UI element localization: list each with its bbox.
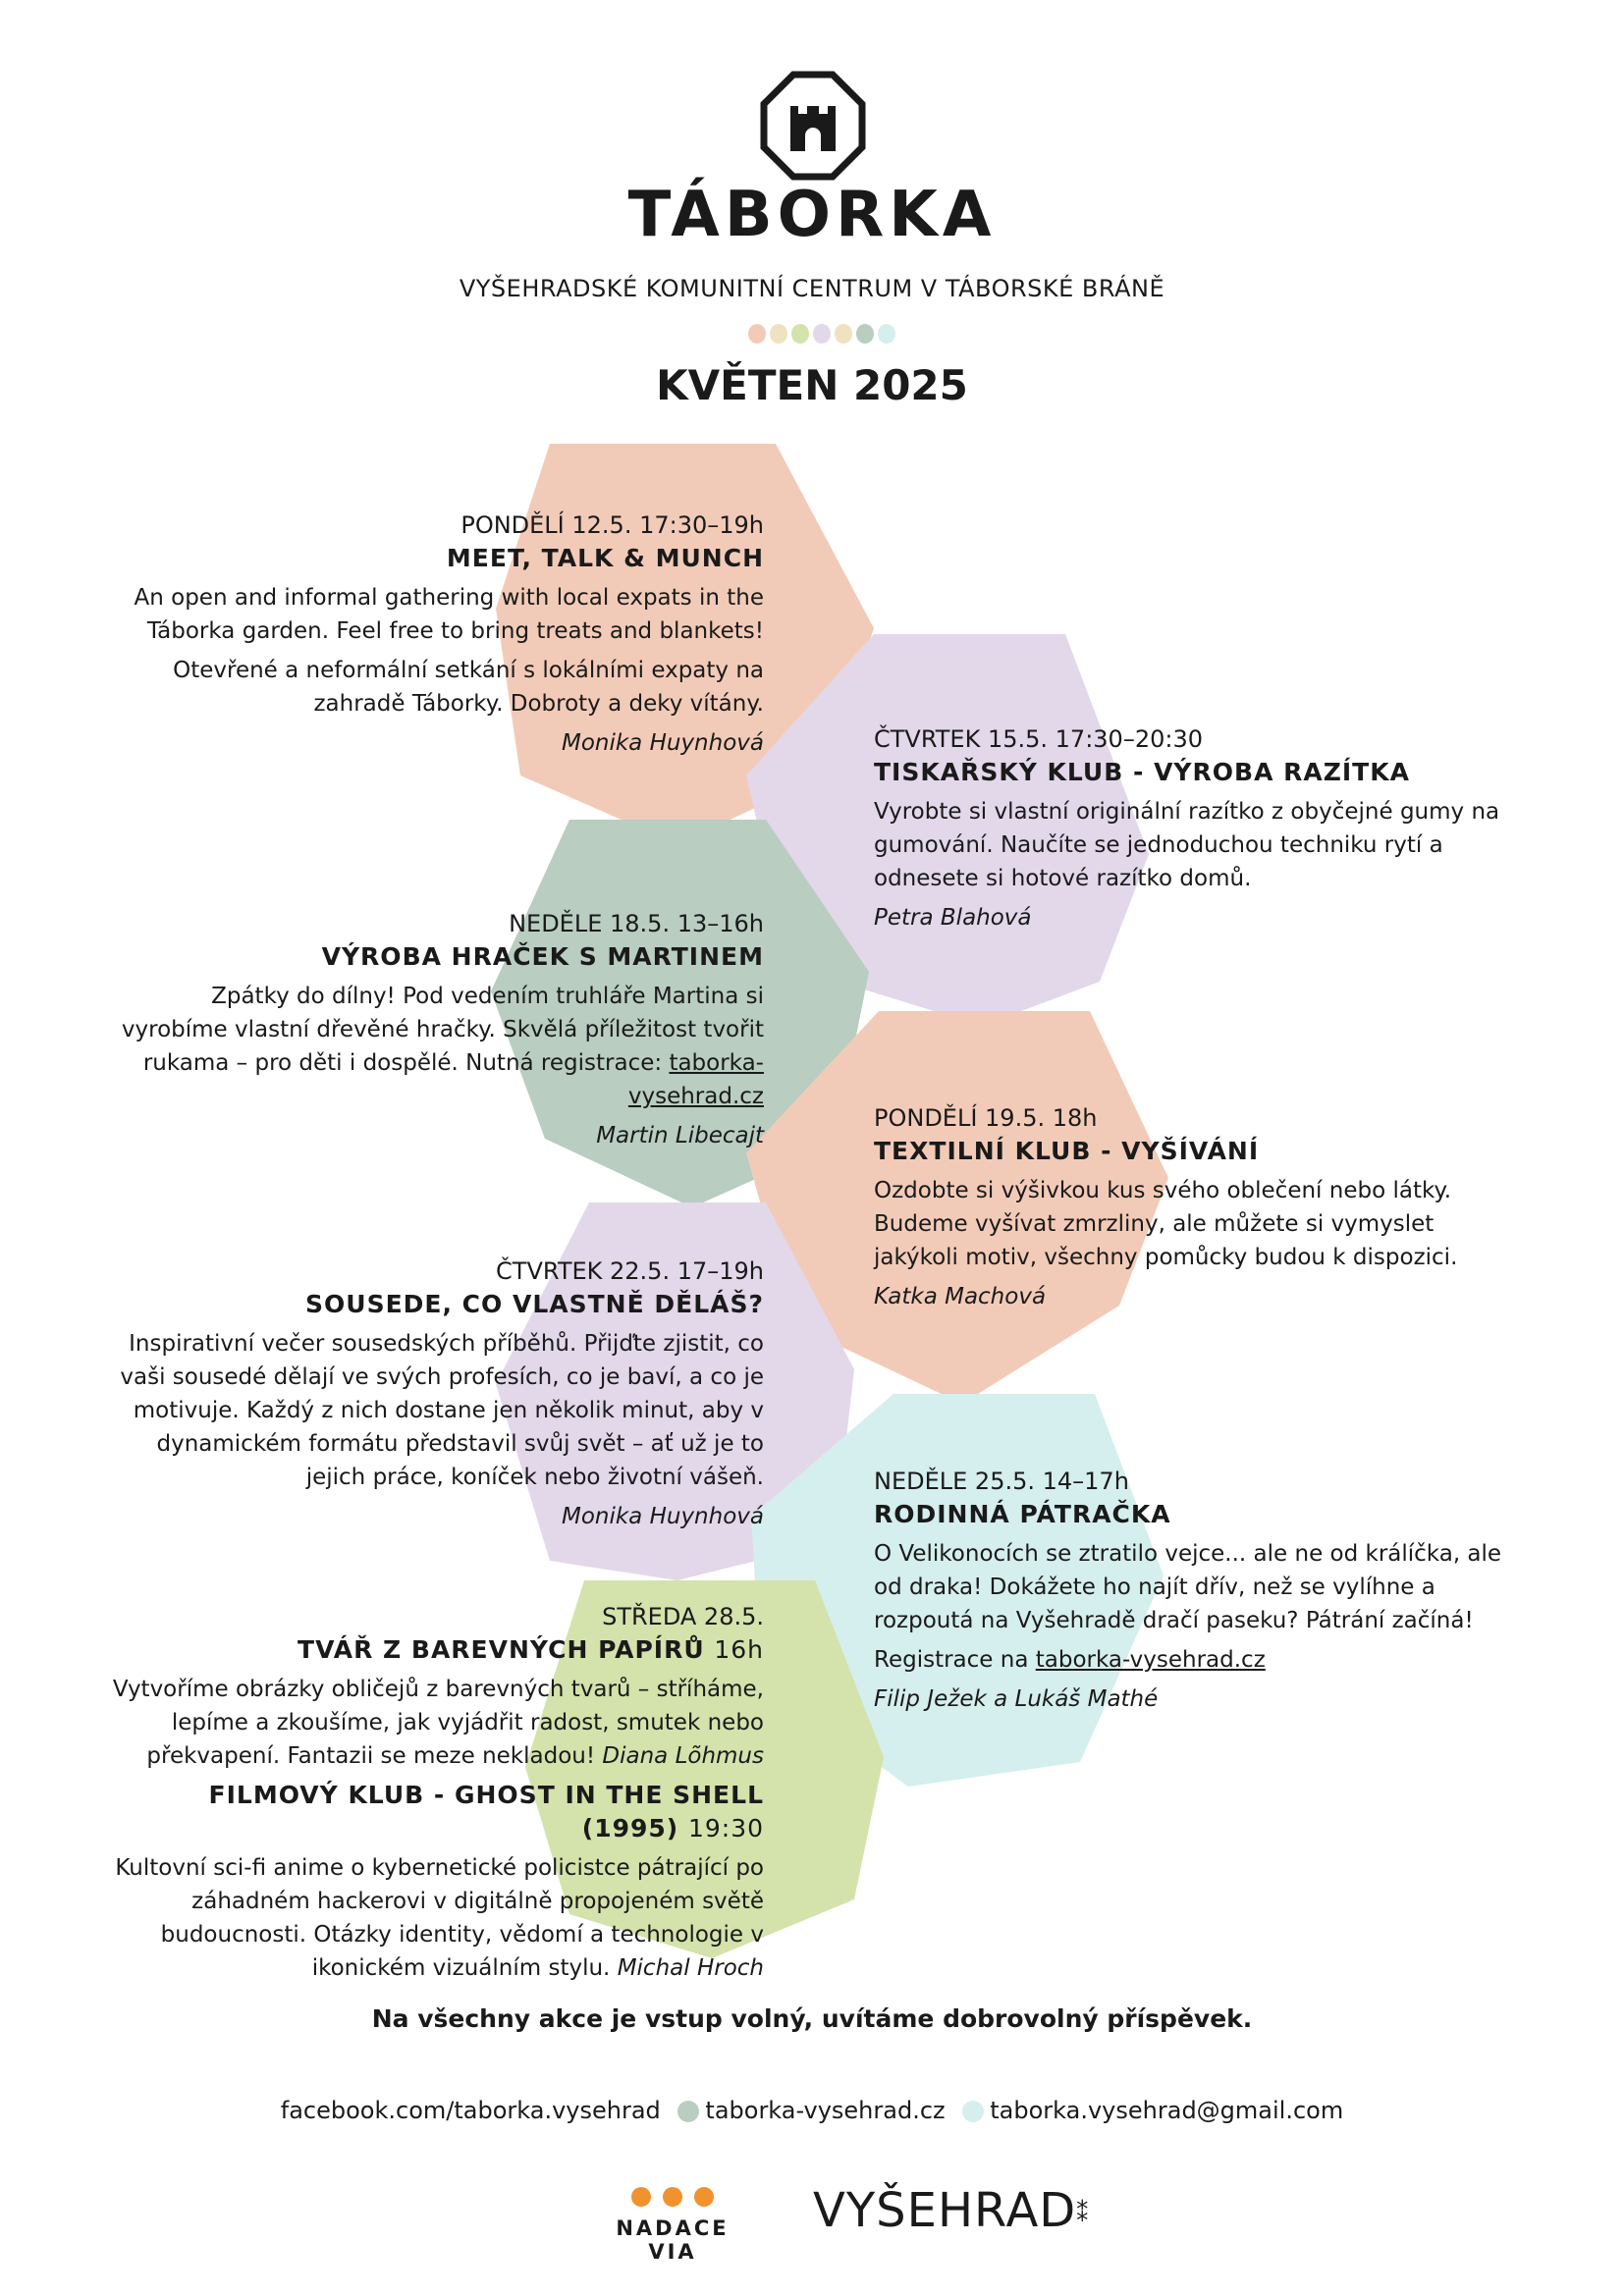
event-title xyxy=(108,1633,764,1667)
event-title: TEXTILNÍ KLUB - VYŠÍVÁNÍ xyxy=(874,1137,1260,1165)
web-link[interactable]: taborka-vysehrad.cz xyxy=(705,2097,946,2124)
event-streda-28 xyxy=(108,1600,764,1985)
event-time: 16h xyxy=(714,1635,764,1664)
event-rodinna-patracka xyxy=(874,1465,1502,1716)
event-textilni-klub xyxy=(874,1101,1522,1313)
event-author: Diana Lõhmus xyxy=(602,1743,764,1769)
event-description-text: Vytvoříme obrázky obličejů z barevných tvarů – stříháme, lepíme a zkoušíme, jak vyjádřit radost, smutek nebo překvapení. Fantazii se meze nekladou! xyxy=(112,1677,764,1769)
event-description: O Velikonocích se ztratilo vejce... ale ne od králíčka, ale od draka! Dokážete ho najít dřív, než se vylíhne a rozpoutá na Vyšehradě dračí paseku? Pátrání začíná! xyxy=(874,1541,1502,1633)
event-title: VÝROBA HRAČEK S MARTINEM xyxy=(321,942,764,971)
event-time: 19:30 xyxy=(687,1814,764,1842)
registration-prefix: Registrace na xyxy=(874,1647,1029,1673)
dot-sand xyxy=(770,324,787,344)
via-dots-icon xyxy=(589,2187,756,2207)
event-author: Martin Libecajt xyxy=(596,1123,764,1148)
mint-dot-icon xyxy=(962,2101,984,2122)
event-description xyxy=(118,980,764,1113)
event-sousede xyxy=(108,1255,764,1533)
taborka-logo-icon xyxy=(758,71,868,181)
event-description xyxy=(108,1673,764,1773)
sponsor-via-text: NADACE VIA xyxy=(616,2216,730,2264)
brand-title: TÁBORKA xyxy=(627,179,997,251)
event-author: Monika Huynhová xyxy=(561,730,764,756)
event-title: SOUSEDE, CO VLASTNĚ DĚLÁŠ? xyxy=(305,1290,764,1318)
event-vyroba-hracek xyxy=(118,907,764,1152)
registration-link[interactable]: taborka-vysehrad.cz xyxy=(627,1050,764,1109)
event-description: Ozdobte si výšivkou kus svého oblečení nebo látky. Budeme vyšívat zmrzliny, ale můžete si vymyslet jakýkoli motiv, všechny pomůcky budou k dispozici. xyxy=(874,1178,1458,1270)
nadace-via-logo xyxy=(589,2187,756,2264)
email-link[interactable]: taborka.vysehrad@gmail.com xyxy=(990,2097,1344,2124)
vysehrad-logo xyxy=(813,2183,1089,2238)
event-date: ČTVRTEK 15.5. 17:30–20:30 xyxy=(874,725,1203,753)
free-entry-note: Na všechny akce je vstup volný, uvítáme dobrovolný příspěvek. xyxy=(371,2004,1253,2033)
event-description-cz: Otevřené a neformální setkání s lokálními expaty na zahradě Táborky. Dobroty a deky vítány. xyxy=(173,658,764,717)
sage-dot-icon xyxy=(677,2101,699,2122)
event-author: Petra Blahová xyxy=(874,905,1032,931)
event-author: Katka Machová xyxy=(874,1284,1047,1309)
dot-lilac xyxy=(813,324,831,344)
event-title: RODINNÁ PÁTRAČKA xyxy=(874,1500,1171,1528)
dot-lime xyxy=(791,324,809,344)
asterisk-icon: ⁑ xyxy=(1076,2200,1090,2227)
event-registration xyxy=(874,1643,1502,1677)
color-dots xyxy=(748,324,895,349)
event-meet-talk-munch xyxy=(108,508,764,760)
contacts-row xyxy=(0,2097,1624,2124)
event-author: Filip Ježek a Lukáš Mathé xyxy=(874,1686,1159,1712)
dot-sage xyxy=(856,324,874,344)
event-title-text: TVÁŘ Z BAREVNÝCH PAPÍRŮ xyxy=(298,1635,705,1664)
event-date: NEDĚLE 25.5. 14–17h xyxy=(874,1468,1129,1495)
sponsor-vysehrad-text: VYŠEHRAD xyxy=(813,2183,1077,2238)
event-title: TISKAŘSKÝ KLUB - VÝROBA RAZÍTKA xyxy=(874,758,1410,786)
event-description-text: Zpátky do dílny! Pod vedením truhláře Martina si vyrobíme vlastní dřevěné hračky. Skvělá příležitost tvořit rukama – pro děti i dospělé. Nutná registrace: xyxy=(121,984,764,1076)
event-author: Michal Hroch xyxy=(617,1955,764,1981)
event-title: MEET, TALK & MUNCH xyxy=(446,544,764,572)
dot-peach xyxy=(748,324,766,344)
brand-subtitle: VYŠEHRADSKÉ KOMUNITNÍ CENTRUM V TÁBORSKÉ BRÁNĚ xyxy=(459,275,1165,302)
event-title-text: FILMOVÝ KLUB - GHOST IN THE SHELL (1995) xyxy=(208,1781,764,1842)
facebook-link[interactable]: facebook.com/taborka.vysehrad xyxy=(280,2097,661,2124)
event-description: Vyrobte si vlastní originální razítko z obyčejné gumy na gumování. Naučíte se jednoduchou techniku rytí a odnesete si hotové razítko domů. xyxy=(874,799,1500,891)
event-author: Monika Huynhová xyxy=(561,1504,764,1529)
event-description-film xyxy=(108,1851,764,1985)
event-date: ČTVRTEK 22.5. 17–19h xyxy=(496,1257,764,1285)
dot-mint xyxy=(878,324,895,344)
event-date: PONDĚLÍ 12.5. 17:30–19h xyxy=(460,511,764,539)
dot-sand-2 xyxy=(835,324,852,344)
event-description-text: Kultovní sci-fi anime o kybernetické policistce pátrající po záhadném hackerovi v digitálně propojeném světě budoucnosti. Otázky identity, vědomí a technologie v ikonickém vizuálním stylu. xyxy=(115,1855,764,1981)
registration-link[interactable]: taborka-vysehrad.cz xyxy=(1035,1647,1266,1673)
event-tiskarsky-klub xyxy=(874,722,1522,934)
event-date: STŘEDA 28.5. xyxy=(602,1603,764,1630)
event-date: NEDĚLE 18.5. 13–16h xyxy=(509,910,764,937)
event-description: Inspirativní večer sousedských příběhů. Přijďte zjistit, co vaši sousedé dělají ve svých profesích, co je baví, a co je motivuje. Každý z nich dostane jen několik minut, aby v dynamickém formátu představil svůj svět – ať už je to jejich práce, koníček nebo životní vášeň. xyxy=(120,1331,764,1490)
event-description: An open and informal gathering with local expats in the Táborka garden. Feel free to bring treats and blankets! xyxy=(134,585,764,644)
event-date: PONDĚLÍ 19.5. 18h xyxy=(874,1104,1098,1132)
event-title-film xyxy=(108,1779,764,1845)
month-heading: KVĚTEN 2025 xyxy=(656,361,968,409)
